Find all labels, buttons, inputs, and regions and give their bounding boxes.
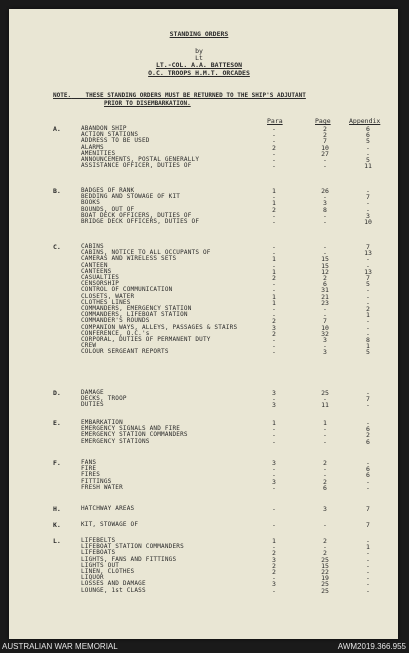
index-entry: LIGHTS, FANS AND FITTINGS [81, 555, 177, 563]
index-entry: CAMERAS AND WIRELESS SETS [81, 255, 177, 263]
appendix-ref: - [366, 323, 370, 332]
appendix-ref: - [366, 298, 370, 307]
appendix-ref: - [366, 574, 370, 583]
appendix-ref: - [366, 292, 370, 301]
index-entry: LOUNGE, 1st CLASS [81, 586, 146, 594]
para-ref: 1 [272, 255, 276, 264]
page-ref: - [323, 521, 327, 529]
page-ref: 3 [323, 348, 327, 357]
appendix-ref: 2 [366, 305, 370, 313]
index-entry: BOAT DECK OFFICERS, DUTIES OF [81, 211, 192, 219]
para-ref: 2 [272, 205, 276, 214]
appendix-ref: - [366, 555, 370, 564]
para-ref: - [272, 342, 276, 351]
appendix-ref: - [366, 537, 370, 545]
para-ref: - [272, 243, 276, 251]
page-ref: 2 [323, 477, 327, 486]
index-entry: KIT, STOWAGE OF [81, 521, 139, 528]
page-ref: 7 [323, 317, 327, 326]
para-ref: 1 [272, 267, 276, 276]
para-ref: - [272, 218, 276, 226]
para-ref: - [272, 286, 276, 295]
index-entry: LIGHTS OUT [81, 561, 120, 569]
appendix-ref: - [366, 329, 370, 338]
page-ref: - [323, 543, 327, 552]
appendix-ref: - [366, 580, 370, 589]
index-entry: CASUALTIES [81, 274, 120, 281]
appendix-ref: - [366, 459, 370, 467]
page-ref: - [323, 305, 327, 313]
index-entry: EMBARKATION [81, 419, 123, 426]
para-ref: 1 [272, 199, 276, 208]
section-letter: C. [53, 243, 61, 251]
appendix-ref: - [366, 419, 370, 427]
index-entry: CANTEENS [81, 267, 112, 275]
page-ref: 11 [321, 401, 329, 410]
page-ref: - [323, 425, 327, 434]
page-ref: 10 [321, 323, 329, 332]
index-entry: DECKS, TROOP [81, 395, 127, 403]
page-ref: - [323, 193, 327, 202]
para-ref: 3 [272, 389, 276, 397]
appendix-ref: - [366, 401, 370, 410]
appendix-ref: - [366, 149, 370, 158]
para-ref: - [272, 311, 276, 320]
index-entry: ASSISTANCE OFFICER, DUTIES OF [81, 162, 192, 170]
para-ref: - [272, 211, 276, 220]
para-ref: 2 [272, 549, 276, 558]
appendix-ref: - [366, 205, 370, 214]
page-ref: 2 [323, 537, 327, 545]
para-ref: 2 [272, 274, 276, 282]
appendix-ref: - [366, 561, 370, 570]
column-header-appendix: Appendix [349, 117, 381, 125]
index-entry: CREW [81, 342, 97, 350]
para-ref: 2 [272, 143, 276, 152]
appendix-ref: 6 [366, 437, 370, 446]
document-title: STANDING ORDERS [169, 30, 229, 38]
index-entry: BADGES OF RANK [81, 187, 135, 194]
appendix-ref: 6 [366, 125, 370, 133]
page-ref: - [323, 249, 327, 258]
column-header-para: Para [267, 117, 283, 125]
appendix-ref: - [366, 199, 370, 208]
page-ref: 31 [321, 286, 329, 295]
index-entry: CANTEEN [81, 261, 108, 269]
appendix-ref: 7 [366, 193, 370, 202]
index-entry: COMPANION WAYS, ALLEYS, PASSAGES & STAIRS [81, 323, 238, 331]
index-entry: BEDDING AND STOWAGE OF KIT [81, 193, 181, 201]
appendix-ref: 7 [366, 395, 370, 404]
page-ref: 25 [321, 555, 329, 564]
page-ref: 2 [323, 125, 327, 133]
page-ref: - [323, 465, 327, 474]
index-entry: FITTINGS [81, 477, 112, 485]
para-ref: - [272, 465, 276, 474]
appendix-ref: 1 [366, 543, 370, 552]
page-ref: 3 [323, 199, 327, 208]
para-ref: 1 [272, 298, 276, 307]
page-ref: - [323, 471, 327, 480]
appendix-ref: 5 [366, 348, 370, 357]
note-text-2: PRIOR TO DISEMBARKATION. [104, 100, 191, 107]
appendix-ref: 7 [366, 243, 370, 251]
page-ref: 6 [323, 483, 327, 492]
appendix-ref: 3 [366, 211, 370, 220]
page-ref: 2 [323, 274, 327, 282]
index-entry: BRIDGE DECK OFFICERS, DUTIES OF [81, 218, 200, 225]
index-entry: EMERGENCY STATION COMMANDERS [81, 431, 188, 439]
index-entry: DUTIES [81, 401, 104, 409]
index-entry: LOSSES AND DAMAGE [81, 580, 146, 588]
page-ref: 15 [321, 255, 329, 264]
page-ref: 22 [321, 568, 329, 576]
index-entry: BOOKS [81, 199, 101, 207]
page-ref: 27 [321, 149, 329, 158]
appendix-ref: - [366, 549, 370, 558]
page-ref: 3 [323, 336, 327, 344]
para-ref: 1 [272, 187, 276, 195]
para-ref: - [272, 162, 276, 171]
note [53, 92, 306, 99]
appendix-ref: - [366, 255, 370, 264]
by-line-2: Lt [195, 54, 203, 62]
index-entry: CONTROL OF COMMUNICATION [81, 286, 173, 294]
page-ref: 12 [321, 267, 329, 276]
appendix-ref: 6 [366, 471, 370, 480]
index-entry: CONFERENCE, O.C.'s [81, 329, 150, 337]
appendix-ref: - [366, 586, 370, 595]
footer-credit: AUSTRALIAN WAR MEMORIAL [2, 642, 118, 651]
page-ref: 25 [321, 586, 329, 595]
para-ref: 2 [272, 568, 276, 576]
page-ref: - [323, 162, 327, 171]
index-entry: HATCHWAY AREAS [81, 505, 135, 512]
index-entry: FIRE [81, 465, 97, 473]
para-ref: - [272, 125, 276, 133]
para-ref: - [272, 137, 276, 146]
page-ref: - [323, 431, 327, 440]
para-ref: - [272, 305, 276, 313]
para-ref: 2 [272, 561, 276, 570]
index-entry: FIRES [81, 471, 101, 479]
index-entry: AMENITIES [81, 149, 116, 157]
page-ref: 1 [323, 419, 327, 427]
index-entry: CABINS, NOTICE TO ALL OCCUPANTS OF [81, 249, 211, 257]
index-entry: LINEN, CLOTHES [81, 568, 135, 575]
para-ref: - [272, 336, 276, 344]
page-ref: 8 [323, 205, 327, 214]
para-ref: 3 [272, 580, 276, 589]
section-letter: L. [53, 537, 61, 545]
page-ref: 15 [321, 561, 329, 570]
para-ref: 1 [272, 419, 276, 427]
para-ref: 3 [272, 323, 276, 332]
appendix-ref: - [366, 261, 370, 270]
para-ref: 3 [272, 555, 276, 564]
appendix-ref: 1 [366, 311, 370, 320]
page-ref: 6 [323, 280, 327, 289]
page-ref: 19 [321, 574, 329, 583]
page-ref: 25 [321, 389, 329, 397]
appendix-ref: 5 [366, 156, 370, 164]
appendix-ref: - [366, 143, 370, 152]
appendix-ref: - [366, 483, 370, 492]
section-letter: H. [53, 505, 61, 513]
page-ref: 15 [321, 261, 329, 270]
index-entry: CLOTHES LINES [81, 298, 131, 306]
appendix-ref: 1 [366, 342, 370, 351]
appendix-ref: 6 [366, 465, 370, 474]
para-ref: 3 [272, 477, 276, 486]
index-entry: ADDRESS TO BE USED [81, 137, 150, 145]
page-ref: - [323, 211, 327, 220]
page-ref: - [323, 218, 327, 226]
appendix-ref: 6 [366, 131, 370, 140]
para-ref: 2 [272, 317, 276, 326]
section-letter: D. [53, 389, 61, 397]
page-ref: - [323, 311, 327, 320]
footer-accession: AWM2019.366.955 [337, 642, 406, 651]
index-entry: COMMANDERS, EMERGENCY STATION [81, 305, 192, 312]
para-ref: 1 [272, 537, 276, 545]
appendix-ref: 7 [366, 274, 370, 282]
section-letter: F. [53, 459, 61, 467]
index-entry: BOUNDS, OUT OF [81, 205, 135, 213]
para-ref: 1 [272, 292, 276, 301]
para-ref: 2 [272, 329, 276, 338]
index-entry: LIFEBOAT STATION COMMANDERS [81, 543, 184, 551]
index-entry: ANNOUNCEMENTS, POSTAL GENERALLY [81, 156, 200, 163]
page-ref: 10 [321, 143, 329, 152]
page-ref: - [323, 437, 327, 446]
para-ref: - [272, 149, 276, 158]
page-ref: 26 [321, 187, 329, 195]
index-entry: COMMANDERS, LIFEBOAT STATION [81, 311, 188, 319]
appendix-ref: - [366, 389, 370, 397]
page-ref: 3 [323, 505, 327, 513]
page-ref: 21 [321, 292, 329, 301]
appendix-ref: 10 [364, 218, 372, 226]
page-ref: - [323, 395, 327, 404]
index-entry: EMERGENCY STATIONS [81, 437, 150, 445]
index-entry: CLOSETS, WATER [81, 292, 135, 300]
index-entry: ABANDON SHIP [81, 125, 127, 132]
para-ref: 3 [272, 401, 276, 410]
page-ref: 2 [323, 549, 327, 558]
index-entry: DAMAGE [81, 389, 104, 396]
appendix-ref: - [366, 187, 370, 195]
note-text: THESE STANDING ORDERS MUST BE RETURNED TO THE SHIP'S ADJUTANT [85, 92, 306, 99]
index-entry: LIFEBOATS [81, 549, 116, 557]
author-name: LT.-COL. A.A. BATTESON [155, 61, 243, 69]
note-label: NOTE. [53, 92, 72, 99]
index-entry: ACTION STATIONS [81, 131, 139, 139]
index-entry: COMMANDER'S ROUNDS [81, 317, 150, 325]
appendix-ref: 5 [366, 280, 370, 289]
para-ref: - [272, 521, 276, 529]
author-unit: O.C. TROOPS H.M.T. ORCADES [148, 69, 250, 77]
para-ref: 3 [272, 459, 276, 467]
para-ref: - [272, 543, 276, 552]
section-letter: B. [53, 187, 61, 195]
column-header-page: Page [315, 117, 331, 125]
page-ref: 7 [323, 137, 327, 146]
appendix-ref: 7 [366, 505, 370, 513]
para-ref: - [272, 431, 276, 440]
index-entry: LIFEBELTS [81, 537, 116, 544]
section-letter: K. [53, 521, 61, 529]
para-ref: - [272, 348, 276, 357]
section-letter: E. [53, 419, 61, 427]
page-ref: 2 [323, 459, 327, 467]
appendix-ref: - [366, 286, 370, 295]
index-entry: EMERGENCY SIGNALS AND FIRE [81, 425, 181, 433]
para-ref: - [272, 280, 276, 289]
appendix-ref: 13 [364, 249, 372, 258]
page-ref: 25 [321, 580, 329, 589]
appendix-ref: 2 [366, 431, 370, 440]
para-ref: - [272, 156, 276, 164]
index-entry: LIQUOR [81, 574, 104, 582]
document-page [9, 9, 398, 639]
para-ref: - [272, 505, 276, 513]
appendix-ref: - [366, 568, 370, 576]
para-ref: - [272, 586, 276, 595]
para-ref: - [272, 395, 276, 404]
index-entry: FRESH WATER [81, 483, 123, 491]
para-ref: - [272, 261, 276, 270]
appendix-ref: 6 [366, 425, 370, 434]
index-entry: FANS [81, 459, 97, 466]
para-ref: - [272, 131, 276, 140]
index-entry: CABINS [81, 243, 104, 250]
appendix-ref: 13 [364, 267, 372, 276]
appendix-ref: - [366, 477, 370, 486]
para-ref: - [272, 483, 276, 492]
page-ref: 23 [321, 298, 329, 307]
page-ref: - [323, 156, 327, 164]
para-ref: - [272, 193, 276, 202]
para-ref: - [272, 471, 276, 480]
by-line: by [195, 47, 203, 55]
section-letter: A. [53, 125, 61, 133]
appendix-ref: 8 [366, 336, 370, 344]
appendix-ref: 7 [366, 521, 370, 529]
para-ref: - [272, 574, 276, 583]
appendix-ref: - [366, 317, 370, 326]
appendix-ref: 11 [364, 162, 372, 171]
para-ref: - [272, 249, 276, 258]
para-ref: - [272, 437, 276, 446]
page-ref: 2 [323, 131, 327, 140]
page-ref: - [323, 342, 327, 351]
appendix-ref: 5 [366, 137, 370, 146]
index-entry: ALARMS [81, 143, 104, 151]
index-entry: CENSORSHIP [81, 280, 120, 288]
index-entry: CORPORAL, DUTIES OF PERMANENT DUTY [81, 336, 211, 343]
para-ref: - [272, 425, 276, 434]
page-ref: - [323, 243, 327, 251]
index-entry: COLOUR SERGEANT REPORTS [81, 348, 169, 356]
page-ref: 32 [321, 329, 329, 338]
